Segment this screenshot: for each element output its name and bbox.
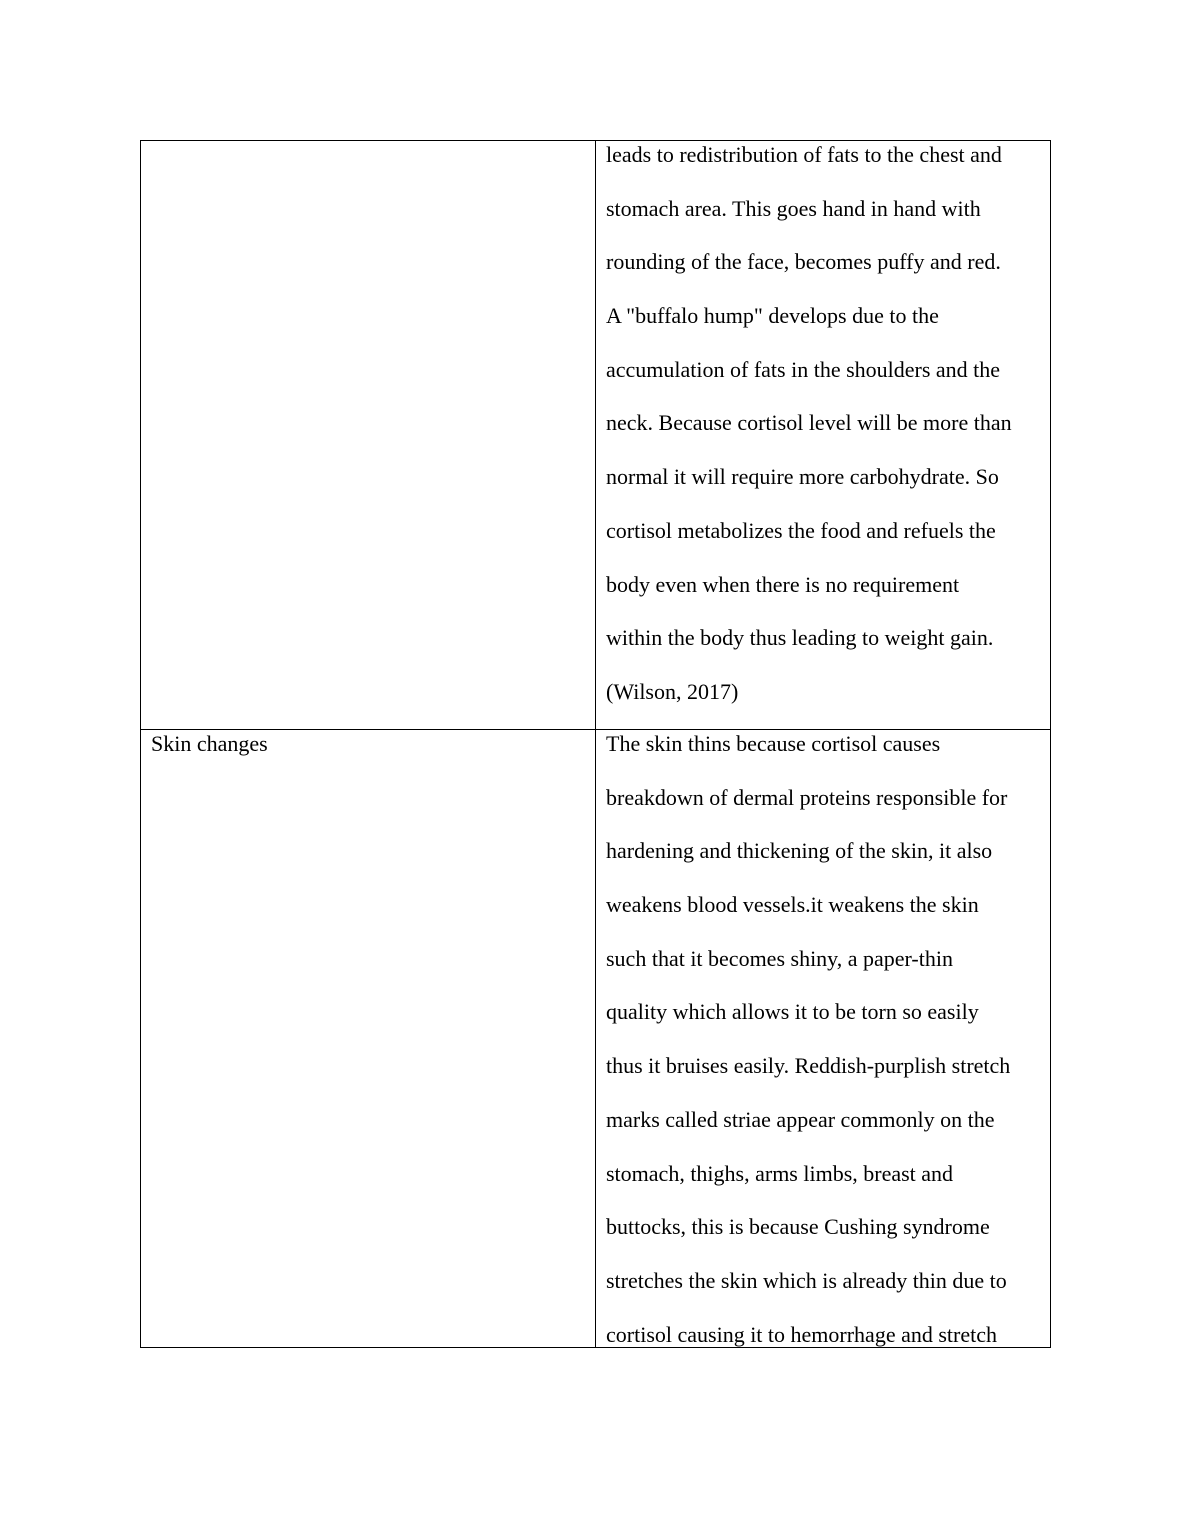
description-line: cortisol causing it to hemorrhage and stretch [606,1321,997,1347]
description-line: weakens blood vessels.it weakens the skin [606,892,979,918]
description-line: The skin thins because cortisol causes [606,731,941,756]
symptom-label [151,128,585,182]
description-line: thus it bruises easily. Reddish-purplish stretch [606,1053,1011,1079]
table-row [141,141,1051,730]
description-line: accumulation of fats in the shoulders and the [606,356,1001,382]
symptom-label-cell [141,141,596,730]
symptom-description-cell [596,141,1051,730]
description-line: neck. Because cortisol level will be more than [606,410,1012,436]
description-line: such that it becomes shiny, a paper-thin [606,945,953,971]
description-line: hardening and thickening of the skin, it also [606,838,993,864]
description-line: normal it will require more carbohydrate. So [606,464,999,490]
description-line: cortisol metabolizes the food and refuels the [606,517,996,543]
table-row [141,730,1051,1348]
description-line: body even when there is no requirement [606,571,960,597]
description-line: stomach, thighs, arms limbs, breast and [606,1160,954,1186]
symptom-description-cell [596,730,1051,1348]
description-line: stomach area. This goes hand in hand with [606,195,981,221]
description-line: within the body thus leading to weight gain. [606,625,994,651]
description-line: marks called striae appear commonly on the [606,1106,995,1132]
description-line: leads to redistribution of fats to the chest and [606,142,1002,167]
description-line: rounding of the face, becomes puffy and red. [606,249,1001,275]
symptom-label: Skin changes [151,731,268,756]
description-line: A "buffalo hump" develops due to the [606,303,939,329]
description-line: buttocks, this is because Cushing syndrome [606,1214,990,1240]
symptom-description [596,730,1050,1347]
description-line: quality which allows it to be torn so easily [606,999,979,1025]
description-line: stretches the skin which is already thin due to [606,1267,1007,1293]
description-line: (Wilson, 2017) [606,678,739,704]
description-line: breakdown of dermal proteins responsible for [606,784,1008,810]
symptoms-table [140,140,1051,1348]
symptom-description [596,128,1050,719]
symptom-label-cell [141,730,596,1348]
